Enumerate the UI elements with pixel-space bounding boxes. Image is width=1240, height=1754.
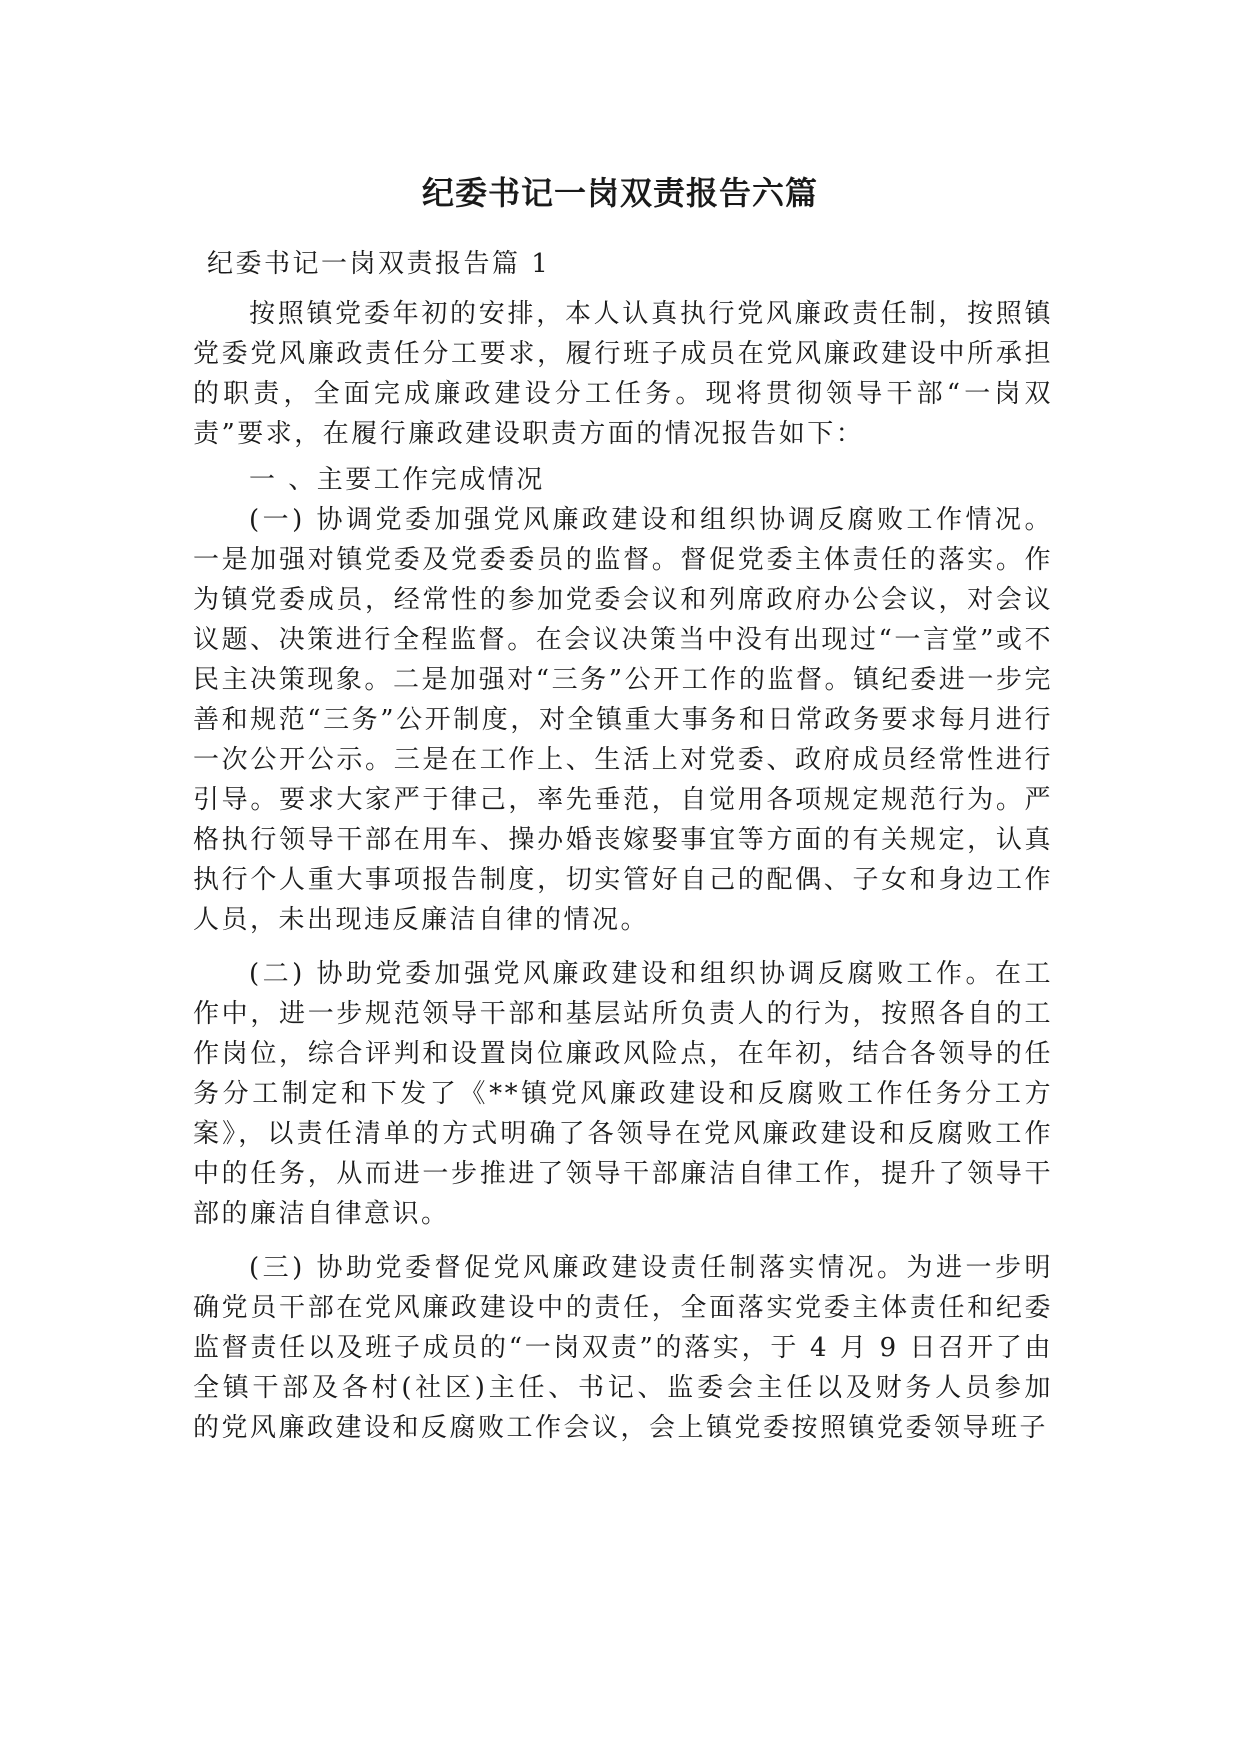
paragraph-item-3: (三) 协助党委督促党风廉政建设责任制落实情况。为进一步明确党员干部在党风廉政建设中的责任，全面落实党委主体责任和纪委监督责任以及班子成员的“一岗双责”的落实，于 4 月 9 日召开了由 全镇干部及各村(社区)主任、书记、监委会主任以及财务人员参加 的党风廉政建设和反腐败工作会议，会上镇党委按照镇党委领导班子 — [193, 1253, 1053, 1443]
document-body — [193, 244, 1053, 1448]
paragraph-item-1: (一) 协调党委加强党风廉政建设和组织协调反腐败工作情况。一是加强对镇党委及党委委员的监督。督促党委主体责任的落实。作为镇党委成员，经常性的参加党委会议和列席政府办公会议，对会议议题、决策进行全程监督。在会议决策当中没有出现过“一言堂”或不民主决策现象。二是加强对“三务”公开工作的监督。镇纪委进一步完善和规范“三务”公开制度，对全镇重大事务和日常政务要求每月进行一次公开公示。三是在工作上、生活上对党委、政府成员经常性进行引导。要求大家严于律己，率先垂范，自觉用各项规定规范行为。严格执行领导干部在用车、操办婚丧嫁娶事宜等方面的有关规定，认真执行个人重大事项报告制度，切实管好自己的配偶、子女和身边工作人员，未出现违反廉洁自律的情况。 — [193, 505, 1053, 935]
main-work-heading: 一 、主要工作完成情况 — [249, 465, 545, 495]
document-title: 纪委书记一岗双责报告六篇 — [421, 174, 818, 213]
paragraph-item-2: (二) 协助党委加强党风廉政建设和组织协调反腐败工作。在工作中，进一步规范领导干部和基层站所负责人的行为，按照各自的工作岗位，综合评判和设置岗位廉政风险点，在年初，结合各领导的任务分工制定和下发了《**镇党风廉政建设和反腐败工作任务分工方案》，以责任清单的方式明确了各领导在党风廉政建设和反腐败工作中的任务，从而进一步推进了领导干部廉洁自律工作，提升了领导干部的廉洁自律意识。 — [193, 959, 1053, 1229]
intro-paragraph: 按照镇党委年初的安排，本人认真执行党风廉政责任制，按照镇党委党风廉政责任分工要求，履行班子成员在党风廉政建设中所承担的职责，全面完成廉政建设分工任务。现将贯彻领导干部“一岗双责”要求，在履行廉政建设职责方面的情况报告如下： — [193, 299, 1053, 449]
section-subheading: 纪委书记一岗双责报告篇 1 — [207, 249, 551, 279]
